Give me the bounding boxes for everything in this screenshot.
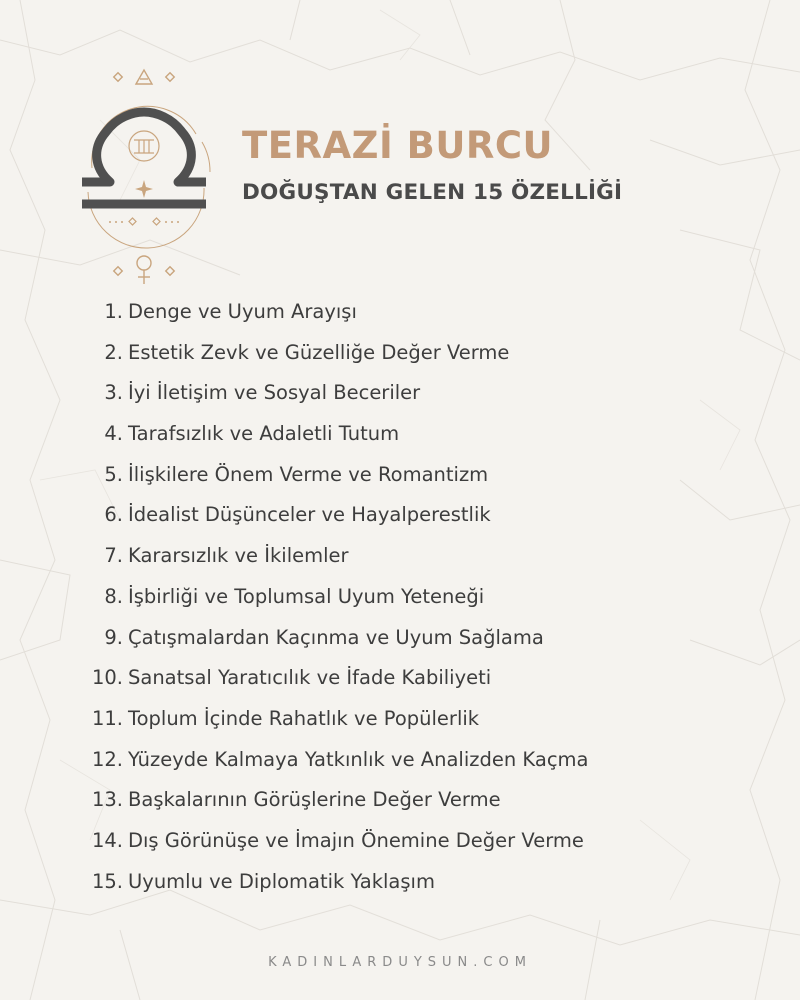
list-item	[88, 422, 589, 463]
list-item-text: Denge ve Uyum Arayışı	[128, 300, 357, 323]
libra-zodiac-emblem	[70, 60, 230, 290]
list-item	[88, 788, 589, 829]
list-item	[88, 748, 589, 789]
list-item-number: 4.	[104, 422, 123, 446]
list-item-number: 1.	[104, 300, 123, 323]
list-item-number: 7.	[104, 544, 123, 568]
list-item-text: Çatışmalardan Kaçınma ve Uyum Sağlama	[128, 625, 544, 649]
list-item-number: 5.	[104, 462, 123, 486]
list-item	[88, 870, 589, 911]
list-item	[88, 544, 589, 585]
list-item-number: 15.	[91, 869, 123, 893]
list-item-text: İlişkilere Önem Verme ve Romantizm	[128, 462, 489, 486]
list-item-number: 11.	[91, 706, 123, 730]
list-item-number: 12.	[91, 747, 123, 771]
list-item	[88, 463, 589, 504]
list-item-text: Uyumlu ve Diplomatik Yaklaşım	[128, 869, 435, 893]
list-item-number: 6.	[104, 503, 123, 527]
list-item-number: 9.	[104, 625, 123, 649]
list-item	[88, 503, 589, 544]
page-subtitle: DOĞUŞTAN GELEN 15 ÖZELLİĞİ	[242, 180, 623, 205]
list-item	[88, 341, 589, 382]
list-item-text: İdealist Düşünceler ve Hayalperestlik	[128, 503, 491, 527]
list-item-number: 2.	[104, 340, 123, 364]
list-item-text: Dış Görünüşe ve İmajın Önemine Değer Verme	[128, 828, 584, 852]
list-item-text: Estetik Zevk ve Güzelliğe Değer Verme	[128, 340, 510, 364]
list-item-number: 3.	[104, 381, 123, 405]
list-item-text: Kararsızlık ve İkilemler	[128, 544, 349, 568]
list-item	[88, 381, 589, 422]
list-item-text: İşbirliği ve Toplumsal Uyum Yeteneği	[128, 584, 485, 608]
list-item	[88, 829, 589, 870]
list-item-number: 10.	[91, 666, 123, 690]
list-item-text: Yüzeyde Kalmaya Yatkınlık ve Analizden Kaçma	[128, 747, 589, 771]
traits-list	[88, 300, 589, 910]
page-title: TERAZİ BURCU	[242, 124, 554, 167]
list-item	[88, 666, 589, 707]
list-item-number: 13.	[91, 788, 123, 812]
list-item	[88, 707, 589, 748]
list-item-text: Toplum İçinde Rahatlık ve Popülerlik	[128, 706, 480, 730]
list-item	[88, 626, 589, 667]
list-item-text: Başkalarının Görüşlerine Değer Verme	[128, 788, 501, 812]
list-item-number: 8.	[104, 584, 123, 608]
list-item-text: Tarafsızlık ve Adaletli Tutum	[128, 422, 400, 446]
list-item	[88, 300, 589, 341]
list-item-text: Sanatsal Yaratıcılık ve İfade Kabiliyeti	[128, 666, 492, 690]
list-item-number: 14.	[91, 828, 123, 852]
site-footer: KADINLARDUYSUN.COM	[268, 955, 532, 970]
list-item-text: İyi İletişim ve Sosyal Beceriler	[128, 381, 421, 405]
list-item	[88, 585, 589, 626]
